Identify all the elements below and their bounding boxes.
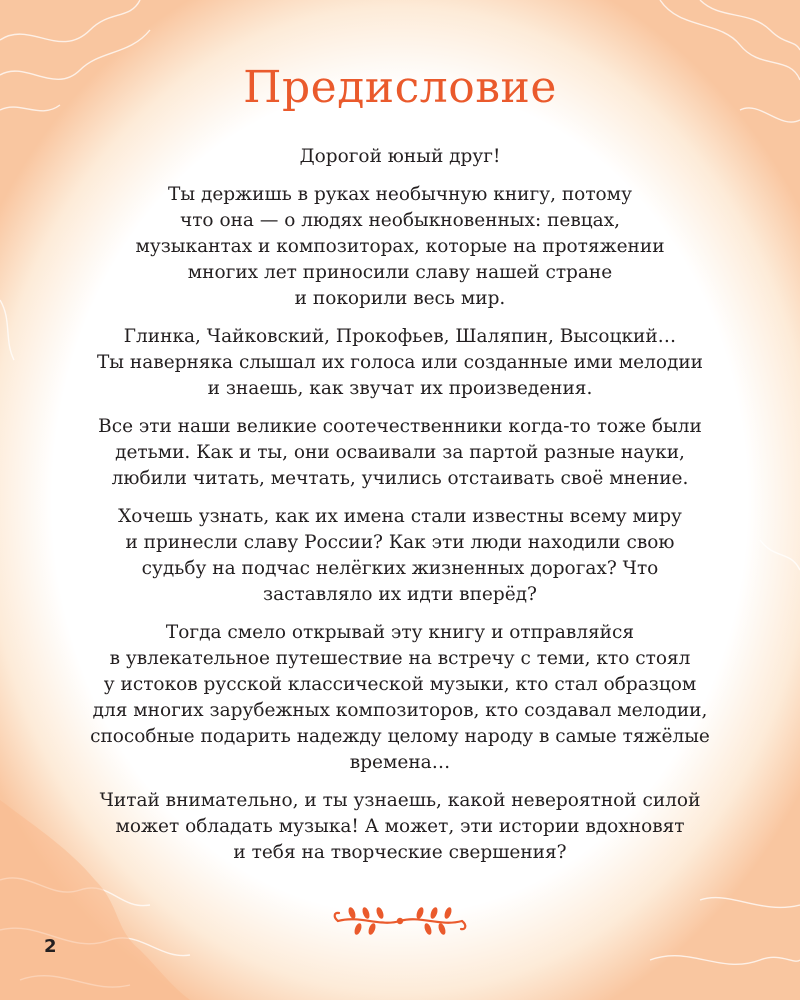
text-line: может обладать музыка! А может, эти истории вдохновят xyxy=(115,816,685,837)
page-title: Предисловие xyxy=(243,62,557,113)
text-line: и принесли славу России? Как эти люди находили свою xyxy=(125,532,675,553)
text-line: Тогда смело открывай эту книгу и отправляйся xyxy=(165,622,635,643)
paragraph-greeting xyxy=(60,144,740,170)
text-line: Ты наверняка слышал их голоса или созданные ими мелодии xyxy=(96,352,704,373)
page-number: 2 xyxy=(44,936,57,957)
text-line: у истоков русской классической музыки, кто стал образцом xyxy=(103,674,697,695)
text-line: в увлекательное путешествие на встречу с теми, кто стоял xyxy=(109,648,691,669)
text-line: любили читать, мечтать, учились отстаивать своё мнение. xyxy=(111,468,689,489)
text-line: Ты держишь в руках необычную книгу, потому xyxy=(168,184,632,205)
text-line: музыкантах и композиторах, которые на протяжении xyxy=(135,236,665,257)
text-line: Глинка, Чайковский, Прокофьев, Шаляпин, Высоцкий… xyxy=(123,326,677,347)
text-line: времена… xyxy=(349,752,451,773)
text-line: заставляло их идти вперёд? xyxy=(263,584,537,605)
paragraph xyxy=(60,788,740,866)
preface-body xyxy=(60,144,740,866)
text-line: многих лет приносили славу нашей стране xyxy=(187,262,613,283)
paragraph xyxy=(60,504,740,608)
text-line: и покорили весь мир. xyxy=(294,288,506,309)
text-line: что она — о людях необыкновенных: певцах, xyxy=(179,210,621,231)
text-line: Хочешь узнать, как их имена стали известны всему миру xyxy=(118,506,682,527)
floral-divider-icon xyxy=(330,905,470,937)
text-line: Читай внимательно, и ты узнаешь, какой невероятной силой xyxy=(99,790,701,811)
text-line: способные подарить надежду целому народу в самые тяжёлые xyxy=(90,726,710,747)
paragraph xyxy=(60,414,740,492)
text-line: Дорогой юный друг! xyxy=(299,146,501,167)
text-line: для многих зарубежных композиторов, кто создавал мелодии, xyxy=(92,700,708,721)
text-line: Все эти наши великие соотечественники когда-то тоже были xyxy=(98,416,702,437)
text-line: и тебя на творческие свершения? xyxy=(233,842,567,863)
paragraph xyxy=(60,324,740,402)
text-line: и знаешь, как звучат их произведения. xyxy=(207,378,593,399)
text-line: детьми. Как и ты, они осваивали за партой разные науки, xyxy=(115,442,685,463)
paragraph xyxy=(60,620,740,776)
paragraph xyxy=(60,182,740,312)
text-line: судьбу на подчас нелёгких жизненных дорогах? Что xyxy=(141,558,659,579)
